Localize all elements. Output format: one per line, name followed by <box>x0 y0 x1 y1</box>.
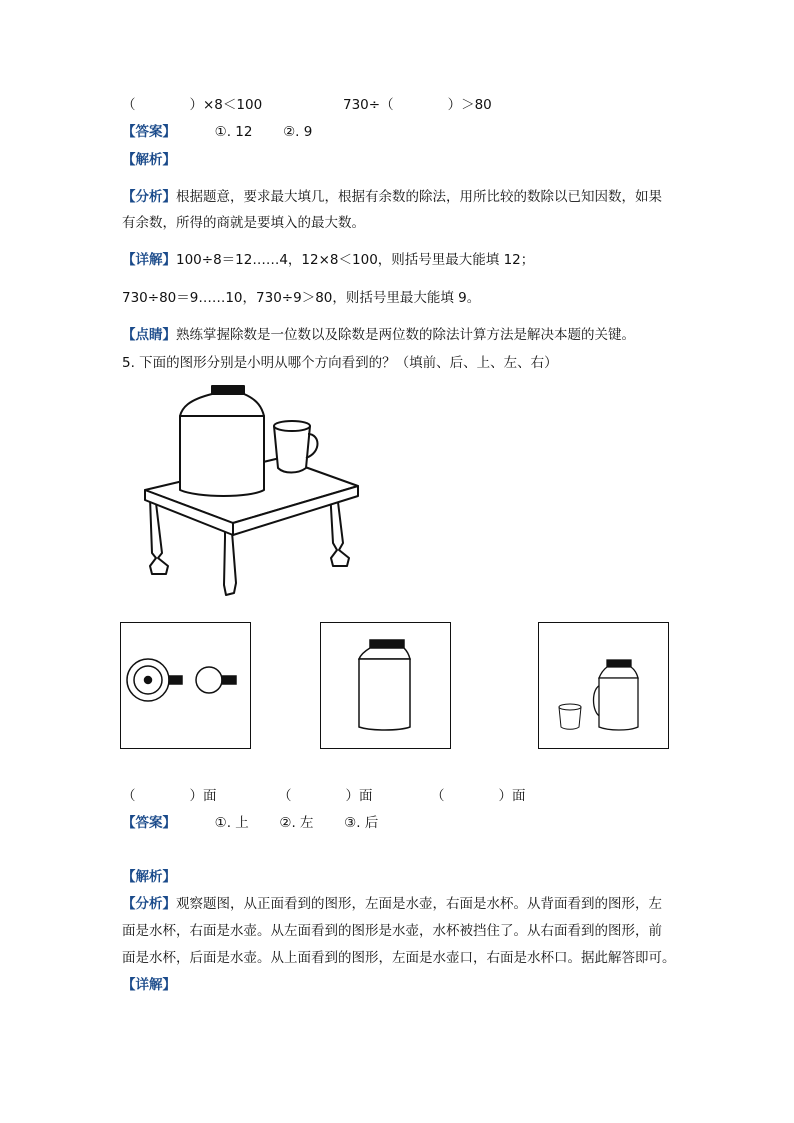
q4-blank-2: 730÷（ ）＞80 <box>343 97 492 113</box>
xiangjie-tag: 【详解】 <box>122 977 176 993</box>
view-box-left <box>320 622 451 749</box>
q4-xiangjie-line-1 <box>122 250 534 270</box>
answer-3: ③. 后 <box>344 815 379 831</box>
q4-blank-1: （ ）×8＜100 <box>122 97 263 113</box>
answer-1: ①. 12 <box>214 124 253 140</box>
fenxi-tag: 【分析】 <box>122 896 176 912</box>
q5-fenxi-line-3: 面是水杯，后面是水壶。从上面看到的图形，左面是水壶口，右面是水杯口。据此解答即可。 <box>122 950 676 966</box>
q4-answer-row <box>122 122 312 142</box>
q5-fenxi-line-2: 面是水杯，右面是水壶。从左面看到的图形是水壶，水杯被挡住了。从右面看到的图形，前 <box>122 923 662 939</box>
q5-answer-row <box>122 813 378 833</box>
q4-dianjing-line <box>122 325 635 345</box>
analysis-tag: 【解析】 <box>122 152 176 168</box>
left-view-drawing <box>321 623 450 748</box>
view-box-top <box>120 622 251 749</box>
q5-blank-3: （ ）面 <box>431 788 526 804</box>
dianjing-text: 熟练掌握除数是一位数以及除数是两位数的除法计算方法是解决本题的关键。 <box>176 327 635 343</box>
table-scene-illustration <box>140 378 365 600</box>
answer-tag: 【答案】 <box>122 124 176 140</box>
answer-tag: 【答案】 <box>122 815 176 831</box>
q5-blank-1: （ ）面 <box>122 788 217 804</box>
back-view-drawing <box>539 623 668 748</box>
answer-2: ②. 左 <box>279 815 314 831</box>
top-view-drawing <box>121 623 250 748</box>
xiangjie-text: 100÷8＝12……4，12×8＜100，则括号里最大能填 12； <box>176 252 535 268</box>
fenxi-text: 观察题图，从正面看到的图形，左面是水壶，右面是水杯。从背面看到的图形，左 <box>176 896 662 912</box>
dianjing-tag: 【点睛】 <box>122 327 176 343</box>
q4-fenxi-line-2: 有余数，所得的商就是要填入的最大数。 <box>122 215 365 231</box>
xiangjie-tag: 【详解】 <box>122 252 176 268</box>
view-box-back <box>538 622 669 749</box>
q4-fenxi-line-1 <box>122 187 662 207</box>
answer-2: ②. 9 <box>283 124 313 140</box>
q4-xiangjie-line-2: 730÷80＝9……10，730÷9＞80，则括号里最大能填 9。 <box>122 290 481 306</box>
q5-fenxi-line-1 <box>122 894 662 914</box>
q5-blank-2: （ ）面 <box>278 788 373 804</box>
q5-question: 5. 下面的图形分别是小明从哪个方向看到的？（填前、后、上、左、右） <box>122 355 558 371</box>
analysis-tag: 【解析】 <box>122 869 176 885</box>
answer-1: ①. 上 <box>214 815 249 831</box>
fenxi-tag: 【分析】 <box>122 189 176 205</box>
fenxi-text: 根据题意，要求最大填几，根据有余数的除法，用所比较的数除以已知因数，如果 <box>176 189 662 205</box>
